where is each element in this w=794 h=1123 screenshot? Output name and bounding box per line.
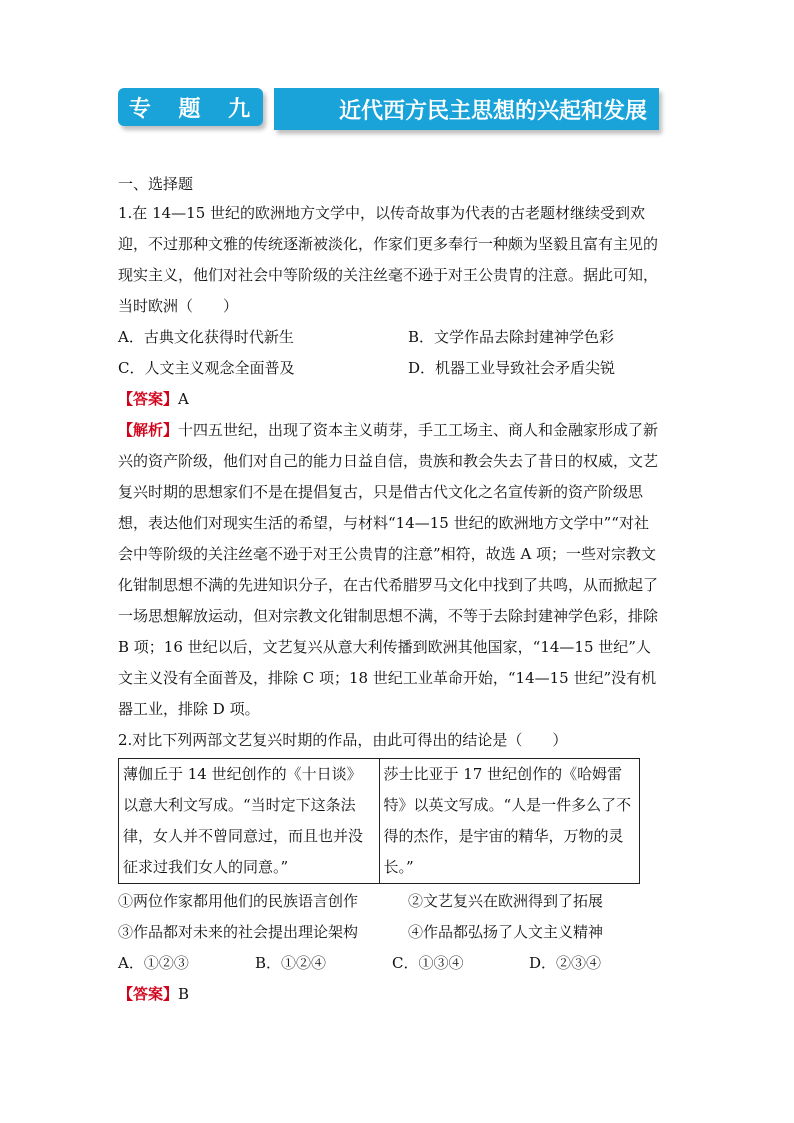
question-1-analysis [118,415,663,725]
question-2-statements [118,886,663,948]
option-c: C．人文主义观念全面普及 [118,359,295,377]
answer-value: A [178,390,189,408]
topic-number-banner [118,88,263,126]
topic-title: 近代西方民主思想的兴起和发展 [338,98,647,124]
analysis-text: 十四五世纪，出现了资本主义萌芽，手工工场主、商人和金融家形成了新兴的资产阶级，他们对自己的能力日益自信，贵族和教会失去了昔日的权威，文艺复兴时期的思想家们不是在提倡复古，只是借古代文化之名宣传新的资产阶级思想，表达他们对现实生活的希望，与材料“14—15 世纪的欧洲地方文学中”“对社会中等阶级的关注丝毫不逊于对王公贵胄的注意”相符，故选 A 项；一些对宗教文化钳制思想不满的先进知识分子，在古代希腊罗马文化中找到了共鸣，从而掀起了一场思想解放运动，但对宗教文化钳制思想不满，不等于去除封建神学色彩，排除 B 项；16 世纪以后，文艺复兴从意大利传播到欧洲其他国家，“14—15 世纪”人文主义没有全面普及，排除 C 项；18 世纪工业革命开始，“14—15 世纪”没有机器工业，排除 D 项。 [118,421,659,718]
question-content [118,170,663,1010]
section-heading: 一、选择题 [118,175,194,193]
question-1-stem: 1.在 14—15 世纪的欧洲地方文学中，以传奇故事为代表的古老题材继续受到欢迎，不过那种文雅的传统逐渐被淡化，作家们更多奉行一种颇为坚毅且富有主见的现实主义，他们对社会中等阶级的关注丝毫不逊于对王公贵胄的注意。据此可知，当时欧洲（ ） [118,204,659,315]
answer-value: B [178,985,190,1003]
statement-1: ①两位作家都用他们的民族语言创作 [118,892,359,910]
comparison-table [118,758,640,884]
question-1-options [118,322,663,384]
answer-tag: 【答案】 [118,985,179,1003]
topic-number-label: 专 题 九 [128,96,261,122]
question-2-answer [118,979,663,1010]
option-d: D．机器工业导致社会矛盾尖锐 [408,359,616,377]
statement-2: ②文艺复兴在欧洲得到了拓展 [408,892,604,910]
question-1-answer [118,384,663,415]
statement-3: ③作品都对未来的社会提出理论架构 [118,923,359,941]
question-2-options [118,948,663,979]
option-d: D．②③④ [529,954,602,972]
analysis-tag: 【解析】 [118,421,179,439]
option-b: B．①②④ [255,954,327,972]
option-b: B．文学作品去除封建神学色彩 [408,328,615,346]
option-c: C．①③④ [392,954,464,972]
table-cell-hamlet: 莎士比亚于 17 世纪创作的《哈姆雷特》以英文写成。“人是一件多么了不得的杰作，是宇宙的精华，万物的灵长。” [379,759,640,884]
option-a: A．古典文化获得时代新生 [118,328,294,346]
answer-tag: 【答案】 [118,390,179,408]
table-cell-decameron: 薄伽丘于 14 世纪创作的《十日谈》以意大利文写成。“当时定下这条法律，女人并不曾同意过，而且也并没征求过我们女人的同意。” [119,759,380,884]
option-a: A．①②③ [118,954,189,972]
statement-4: ④作品都弘扬了人文主义精神 [408,923,604,941]
topic-title-banner [274,88,659,130]
question-2-stem: 2.对比下列两部文艺复兴时期的作品，由此可得出的结论是（ ） [118,731,568,749]
